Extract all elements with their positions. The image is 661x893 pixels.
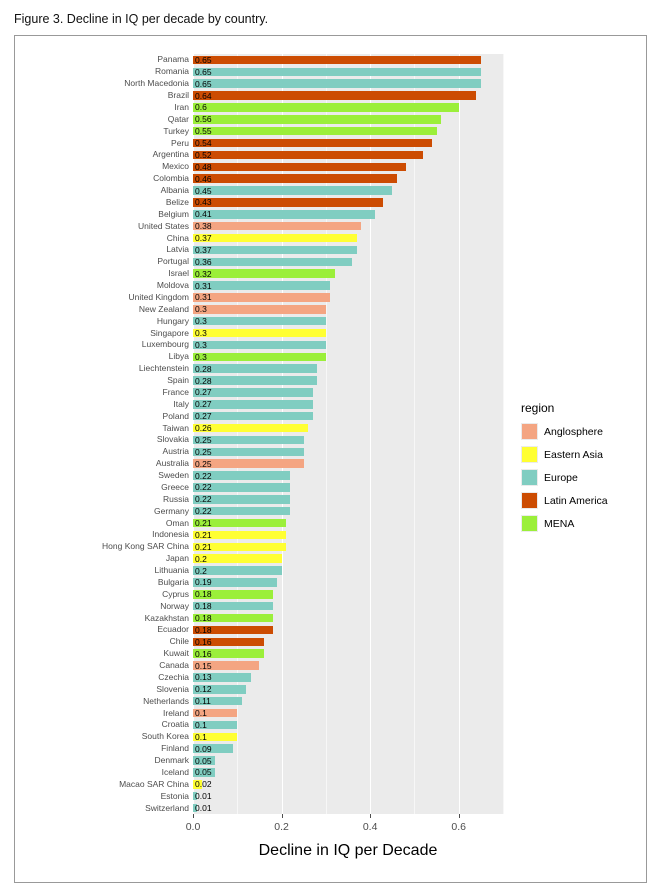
legend-key — [521, 446, 538, 463]
bar-row — [193, 353, 503, 362]
bar-value-label: 0.41 — [195, 209, 212, 220]
bar — [193, 174, 397, 183]
y-axis-tick-label: Mexico — [162, 161, 189, 172]
bar — [193, 115, 441, 124]
y-axis-tick-label: Colombia — [153, 173, 189, 184]
bar-value-label: 0.13 — [195, 672, 212, 683]
bar — [193, 163, 406, 172]
bar-row — [193, 305, 503, 314]
y-axis-tick-label: Taiwan — [162, 422, 189, 433]
y-axis-tick-label: Turkey — [163, 125, 189, 136]
bar-value-label: 0.3 — [195, 339, 207, 350]
bar-row — [193, 412, 503, 421]
y-axis-tick-label: Cyprus — [162, 588, 189, 599]
bar-row — [193, 186, 503, 195]
bar-value-label: 0.15 — [195, 660, 212, 671]
y-axis-tick-label: Denmark — [154, 755, 189, 766]
bar-row — [193, 210, 503, 219]
legend-key — [521, 492, 538, 509]
y-axis-tick-label: Poland — [162, 410, 189, 421]
bar — [193, 246, 357, 255]
x-axis-tick-label: 0.0 — [185, 821, 201, 833]
y-axis-tick-label: Germany — [154, 505, 189, 516]
y-axis-tick-label: North Macedonia — [124, 78, 189, 89]
bar-row — [193, 258, 503, 267]
y-axis-tick-label: Iran — [174, 101, 189, 112]
bar-row — [193, 56, 503, 65]
bar-value-label: 0.27 — [195, 387, 212, 398]
bar-row — [193, 661, 503, 670]
x-axis-tick-label: 0.2 — [274, 821, 289, 833]
bar-value-label: 0.45 — [195, 185, 212, 196]
bar-row — [193, 281, 503, 290]
bar-value-label: 0.54 — [195, 137, 212, 148]
legend-item — [521, 423, 641, 440]
bar — [193, 79, 481, 88]
bar-row — [193, 519, 503, 528]
bar-value-label: 0.65 — [195, 54, 212, 65]
y-axis-tick-label: Spain — [167, 375, 189, 386]
legend-label: MENA — [544, 517, 575, 530]
bar-row — [193, 744, 503, 753]
bar-row — [193, 804, 503, 813]
bar-row — [193, 780, 503, 789]
y-axis-tick-label: Singapore — [150, 327, 189, 338]
y-axis-tick-label: Australia — [155, 458, 189, 469]
bar-row — [193, 626, 503, 635]
legend-label: Anglosphere — [544, 425, 603, 438]
bar-value-label: 0.3 — [195, 351, 207, 362]
bar — [193, 68, 481, 77]
y-axis-tick-label: Austria — [162, 446, 189, 457]
bar — [193, 281, 330, 290]
y-axis-tick-label: Iceland — [161, 766, 189, 777]
y-axis-tick-label: Canada — [159, 660, 189, 671]
bar-row — [193, 697, 503, 706]
bar-value-label: 0.25 — [195, 434, 212, 445]
bar-value-label: 0.22 — [195, 494, 212, 505]
y-axis-tick-label: Netherlands — [143, 695, 189, 706]
bar-value-label: 0.28 — [195, 375, 212, 386]
y-axis-tick-label: Panama — [157, 54, 189, 65]
bar-row — [193, 566, 503, 575]
legend-color-swatch — [522, 516, 537, 531]
bar-value-label: 0.27 — [195, 399, 212, 410]
bar-row — [193, 151, 503, 160]
bar-row — [193, 91, 503, 100]
bar-value-label: 0.21 — [195, 541, 212, 552]
bar-value-label: 0.25 — [195, 446, 212, 457]
y-axis-tick-label: Slovakia — [156, 434, 189, 445]
bar-value-label: 0.18 — [195, 612, 212, 623]
bar-row — [193, 554, 503, 563]
bar-value-label: 0.6 — [195, 102, 207, 113]
bar-row — [193, 483, 503, 492]
bar-value-label: 0.37 — [195, 232, 212, 243]
y-axis-tick-label: Hong Kong SAR China — [102, 541, 189, 552]
bar-value-label: 0.48 — [195, 161, 212, 172]
legend-color-swatch — [522, 493, 537, 508]
bar-row — [193, 364, 503, 373]
bar — [193, 293, 330, 302]
bar-row — [193, 115, 503, 124]
y-axis-tick-label: Israel — [168, 268, 189, 279]
y-axis-tick-label: Switzerland — [145, 802, 189, 813]
y-axis-tick-label: Slovenia — [156, 683, 189, 694]
y-axis-tick-label: New Zealand — [138, 303, 189, 314]
legend-key — [521, 423, 538, 440]
x-axis-tick-mark — [370, 814, 371, 818]
y-axis-tick-label: Japan — [165, 553, 189, 564]
bar-row — [193, 459, 503, 468]
y-axis-tick-label: Kuwait — [163, 648, 189, 659]
bar-value-label: 0.16 — [195, 636, 212, 647]
bar-row — [193, 448, 503, 457]
bar-row — [193, 329, 503, 338]
bar-value-label: 0.32 — [195, 268, 212, 279]
y-axis-category-labels — [15, 54, 189, 814]
bar-value-label: 0.02 — [195, 779, 212, 790]
legend-label: Latin America — [544, 494, 608, 507]
y-axis-tick-label: Lithuania — [154, 565, 189, 576]
bar-row — [193, 103, 503, 112]
y-axis-tick-label: Greece — [161, 481, 189, 492]
bar-value-label: 0.1 — [195, 731, 207, 742]
bar-row — [193, 139, 503, 148]
bar-value-label: 0.21 — [195, 517, 212, 528]
bar-row — [193, 471, 503, 480]
bar-value-label: 0.65 — [195, 78, 212, 89]
y-axis-tick-label: Luxembourg — [141, 339, 189, 350]
y-axis-tick-label: Kazakhstan — [144, 612, 189, 623]
x-axis-tick-mark — [193, 814, 194, 818]
y-axis-tick-label: Argentina — [152, 149, 189, 160]
bar-value-label: 0.64 — [195, 90, 212, 101]
bar-value-label: 0.38 — [195, 220, 212, 231]
y-axis-tick-label: Brazil — [167, 90, 189, 101]
bar-row — [193, 614, 503, 623]
legend-key — [521, 469, 538, 486]
bar-row — [193, 709, 503, 718]
y-axis-tick-label: Hungary — [156, 315, 189, 326]
legend-title: region — [521, 401, 555, 415]
bar-row — [193, 531, 503, 540]
bar-value-label: 0.01 — [195, 802, 212, 813]
bar-row — [193, 424, 503, 433]
bar-value-label: 0.12 — [195, 684, 212, 695]
bar-value-label: 0.22 — [195, 470, 212, 481]
bar-value-label: 0.05 — [195, 767, 212, 778]
bar-value-label: 0.65 — [195, 66, 212, 77]
legend-label: Europe — [544, 471, 578, 484]
bar-row — [193, 733, 503, 742]
y-axis-tick-label: Liechtenstein — [138, 363, 189, 374]
y-axis-tick-label: Norway — [160, 600, 189, 611]
bar-value-label: 0.3 — [195, 304, 207, 315]
y-axis-tick-label: Moldova — [156, 280, 189, 291]
bar-value-label: 0.37 — [195, 244, 212, 255]
bar — [193, 127, 437, 136]
y-axis-tick-label: Indonesia — [152, 529, 189, 540]
bar-value-label: 0.2 — [195, 553, 207, 564]
bar-row — [193, 602, 503, 611]
bar-value-label: 0.46 — [195, 173, 212, 184]
bar-row — [193, 376, 503, 385]
y-axis-tick-label: Croatia — [161, 719, 189, 730]
bar-value-label: 0.19 — [195, 577, 212, 588]
y-axis-tick-label: Finland — [161, 743, 189, 754]
bar-value-label: 0.52 — [195, 149, 212, 160]
y-axis-tick-label: Peru — [171, 137, 189, 148]
y-axis-tick-label: France — [162, 386, 189, 397]
bar-row — [193, 269, 503, 278]
y-axis-tick-label: Qatar — [167, 113, 189, 124]
bar — [193, 353, 326, 362]
y-axis-tick-label: Albania — [160, 185, 189, 196]
y-axis-tick-label: United States — [137, 220, 189, 231]
bar-value-label: 0.3 — [195, 327, 207, 338]
bar — [193, 329, 326, 338]
bar — [193, 305, 326, 314]
bar — [193, 151, 423, 160]
bar-value-label: 0.27 — [195, 410, 212, 421]
y-axis-tick-label: United Kingdom — [128, 291, 189, 302]
bar-row — [193, 198, 503, 207]
bar-row — [193, 246, 503, 255]
bar-value-label: 0.22 — [195, 482, 212, 493]
legend-item — [521, 469, 641, 486]
y-axis-tick-label: Belize — [165, 196, 189, 207]
bar-row — [193, 341, 503, 350]
bar — [193, 210, 375, 219]
bar-row — [193, 768, 503, 777]
y-axis-tick-label: Chile — [169, 636, 189, 647]
bar — [193, 139, 432, 148]
legend-item — [521, 515, 641, 532]
x-axis-tick-label: 0.4 — [362, 821, 378, 833]
bar-row — [193, 543, 503, 552]
legend-item — [521, 446, 641, 463]
y-axis-tick-label: Macao SAR China — [119, 778, 189, 789]
bar-row — [193, 68, 503, 77]
bar — [193, 234, 357, 243]
bar — [193, 198, 383, 207]
bar-row — [193, 721, 503, 730]
bar-value-label: 0.31 — [195, 280, 212, 291]
bar-value-label: 0.21 — [195, 529, 212, 540]
y-axis-tick-label: China — [166, 232, 189, 243]
bar-row — [193, 127, 503, 136]
x-axis-tick-label: 0.6 — [451, 821, 467, 833]
bar-value-label: 0.1 — [195, 719, 207, 730]
bar-value-label: 0.18 — [195, 600, 212, 611]
bar-row — [193, 495, 503, 504]
bar-value-label: 0.26 — [195, 422, 212, 433]
bar-value-label: 0.22 — [195, 505, 212, 516]
x-axis-title: Decline in IQ per Decade — [258, 842, 438, 859]
bar-value-label: 0.16 — [195, 648, 212, 659]
bar-row — [193, 590, 503, 599]
y-axis-tick-label: Russia — [163, 493, 189, 504]
bar-value-label: 0.18 — [195, 624, 212, 635]
bar — [193, 317, 326, 326]
bar-value-label: 0.2 — [195, 565, 207, 576]
y-axis-tick-label: Estonia — [160, 790, 189, 801]
legend-color-swatch — [522, 447, 537, 462]
bar-value-label: 0.25 — [195, 458, 212, 469]
bar — [193, 91, 476, 100]
bar-value-label: 0.11 — [195, 695, 211, 706]
bar — [193, 258, 352, 267]
bar-value-label: 0.09 — [195, 743, 212, 754]
bar-row — [193, 792, 503, 801]
bar-value-label: 0.01 — [195, 790, 212, 801]
x-axis-tick-mark — [282, 814, 283, 818]
bar-row — [193, 578, 503, 587]
bar-row — [193, 507, 503, 516]
legend-key — [521, 515, 538, 532]
bar-value-label: 0.43 — [195, 197, 212, 208]
y-axis-tick-label: Ecuador — [157, 624, 189, 635]
bar-value-label: 0.31 — [195, 292, 212, 303]
y-axis-tick-label: Latvia — [166, 244, 189, 255]
bar-value-label: 0.3 — [195, 315, 207, 326]
bar-value-label: 0.36 — [195, 256, 212, 267]
bar-row — [193, 79, 503, 88]
bar-row — [193, 400, 503, 409]
y-axis-tick-label: Czechia — [158, 671, 189, 682]
legend-color-swatch — [522, 424, 537, 439]
bar — [193, 56, 481, 65]
y-axis-tick-label: Libya — [168, 351, 189, 362]
bar-row — [193, 234, 503, 243]
figure-caption: Figure 3. Decline in IQ per decade by country. — [14, 12, 269, 26]
bar-row — [193, 317, 503, 326]
y-axis-tick-label: South Korea — [141, 731, 189, 742]
legend-color-swatch — [522, 470, 537, 485]
bar — [193, 103, 459, 112]
y-axis-tick-label: Bulgaria — [157, 576, 189, 587]
legend-item — [521, 492, 641, 509]
bar-value-label: 0.56 — [195, 114, 212, 125]
legend — [521, 401, 641, 538]
bar-row — [193, 685, 503, 694]
y-axis-tick-label: Belgium — [158, 208, 189, 219]
bar-value-label: 0.28 — [195, 363, 212, 374]
gridline-minor — [503, 54, 504, 814]
chart-figure — [14, 35, 647, 883]
bar-row — [193, 638, 503, 647]
bar-row — [193, 388, 503, 397]
bar-value-label: 0.55 — [195, 125, 212, 136]
bar-value-label: 0.1 — [195, 707, 207, 718]
bar-row — [193, 222, 503, 231]
y-axis-tick-label: Italy — [173, 398, 189, 409]
bar-row — [193, 649, 503, 658]
bar-row — [193, 673, 503, 682]
bars-layer — [193, 54, 503, 814]
y-axis-tick-label: Oman — [165, 517, 189, 528]
legend-label: Eastern Asia — [544, 448, 603, 461]
y-axis-tick-label: Romania — [154, 66, 189, 77]
bar-row — [193, 163, 503, 172]
bar-value-label: 0.18 — [195, 589, 212, 600]
bar — [193, 269, 335, 278]
y-axis-tick-label: Ireland — [163, 707, 189, 718]
bar-row — [193, 756, 503, 765]
bar-value-label: 0.05 — [195, 755, 212, 766]
bar — [193, 341, 326, 350]
y-axis-tick-label: Sweden — [158, 470, 189, 481]
legend-items — [521, 423, 641, 532]
bar — [193, 222, 361, 231]
x-axis-tick-mark — [459, 814, 460, 818]
y-axis-tick-label: Portugal — [157, 256, 189, 267]
bar-row — [193, 174, 503, 183]
bar — [193, 186, 392, 195]
bar-row — [193, 436, 503, 445]
bar-row — [193, 293, 503, 302]
